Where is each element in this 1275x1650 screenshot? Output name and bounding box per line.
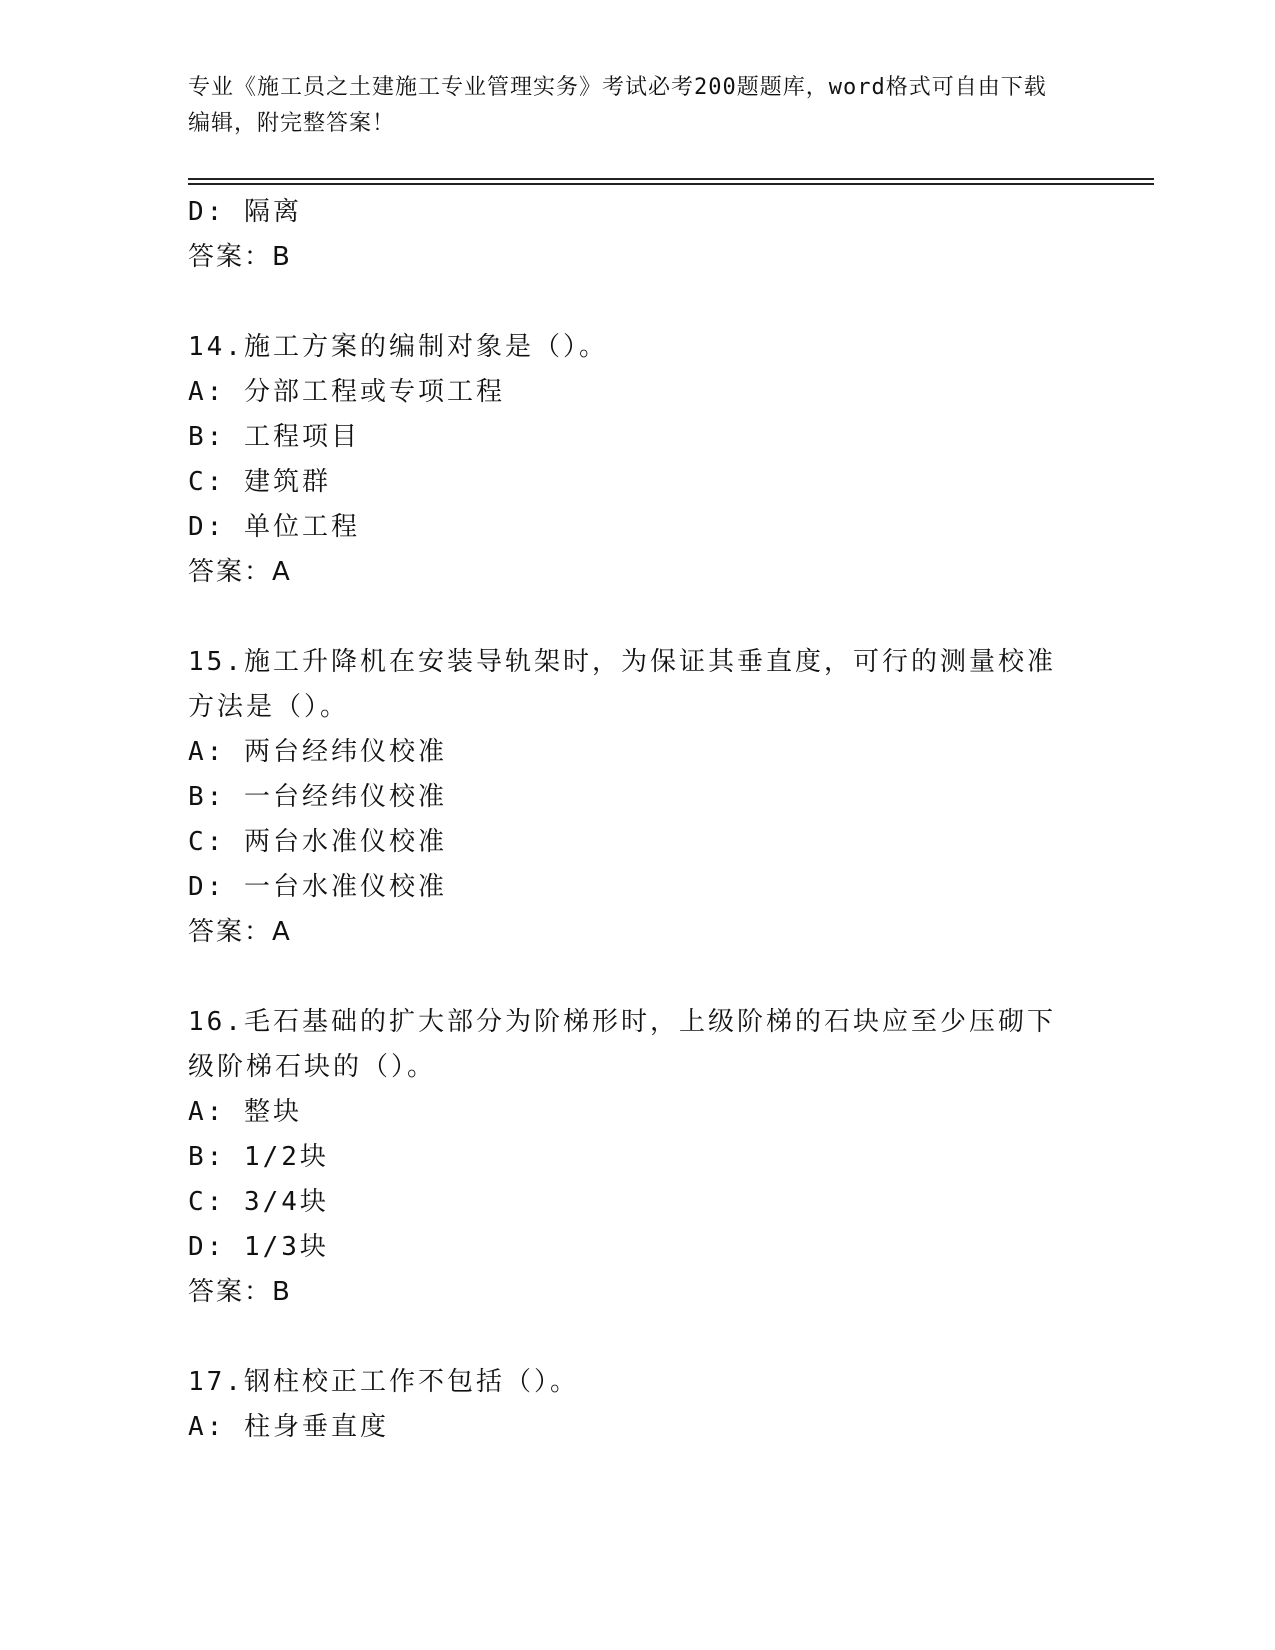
header-text: 专业《施工员之土建施工专业管理实务》考试必考200题题库，word格式可自由下载编辑，附完整答案！ bbox=[188, 75, 1047, 136]
option-d: D: 隔离 bbox=[188, 197, 302, 227]
answer: 答案：B bbox=[188, 242, 292, 272]
option-a: A: 整块 bbox=[188, 1097, 302, 1127]
header-rule-bottom bbox=[188, 183, 1154, 185]
option-d: D: 单位工程 bbox=[188, 512, 360, 542]
spacer bbox=[188, 280, 1088, 325]
header-rule-top bbox=[188, 178, 1154, 180]
question-text: 17.钢柱校正工作不包括（）。 bbox=[188, 1367, 579, 1397]
question-text: 15.施工升降机在安装导轨架时，为保证其垂直度，可行的测量校准方法是（）。 bbox=[188, 647, 1056, 722]
option-d: D: 一台水准仪校准 bbox=[188, 872, 447, 902]
question-text: 14.施工方案的编制对象是（）。 bbox=[188, 332, 608, 362]
question-list bbox=[188, 190, 1088, 1450]
spacer bbox=[188, 1315, 1088, 1360]
question-text: 16.毛石基础的扩大部分为阶梯形时，上级阶梯的石块应至少压砌下级阶梯石块的（）。 bbox=[188, 1007, 1056, 1082]
spacer bbox=[188, 595, 1088, 640]
document-header bbox=[188, 70, 1068, 142]
option-b: B: 一台经纬仪校准 bbox=[188, 782, 447, 812]
option-c: C: 建筑群 bbox=[188, 467, 331, 497]
option-b: B: 工程项目 bbox=[188, 422, 360, 452]
answer: 答案：A bbox=[188, 917, 292, 947]
option-d: D: 1/3块 bbox=[188, 1232, 329, 1262]
option-a: A: 两台经纬仪校准 bbox=[188, 737, 447, 767]
answer: 答案：A bbox=[188, 557, 292, 587]
option-b: B: 1/2块 bbox=[188, 1142, 329, 1172]
option-a: A: 分部工程或专项工程 bbox=[188, 377, 505, 407]
answer: 答案：B bbox=[188, 1277, 292, 1307]
spacer bbox=[188, 955, 1088, 1000]
option-a: A: 柱身垂直度 bbox=[188, 1412, 389, 1442]
option-c: C: 两台水准仪校准 bbox=[188, 827, 447, 857]
option-c: C: 3/4块 bbox=[188, 1187, 329, 1217]
